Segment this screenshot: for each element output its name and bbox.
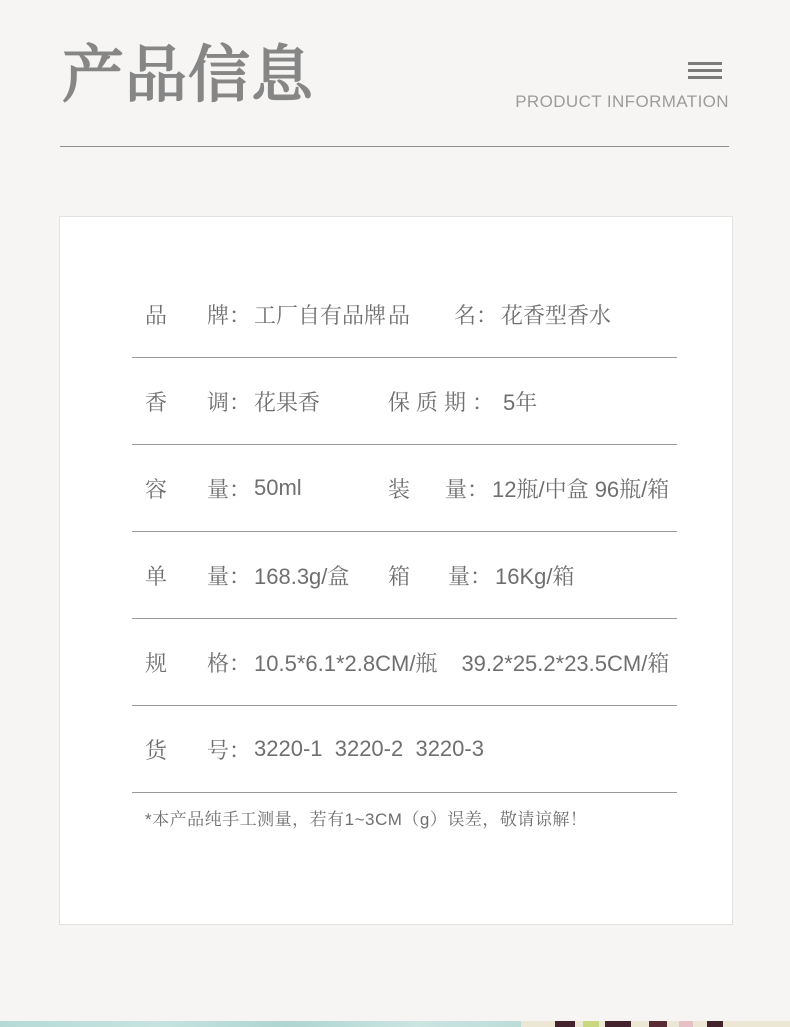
label-char: 容 xyxy=(145,476,168,502)
sliver-mark xyxy=(555,1021,575,1027)
spec-right-group xyxy=(388,358,537,444)
label-char: 量： xyxy=(444,476,489,502)
label-char: 货 xyxy=(145,737,168,763)
sliver-mark xyxy=(605,1021,631,1027)
spec-value-unit-weight: 168.3g/盒 xyxy=(254,563,350,589)
spec-row-scent xyxy=(132,358,677,445)
spec-label-carton-weight xyxy=(388,560,492,591)
spec-right-group xyxy=(388,271,611,357)
spec-table xyxy=(132,271,677,830)
spec-row-unit-weight xyxy=(132,532,677,619)
spec-value-carton-dimensions: 39.2*25.2*23.5CM/箱 xyxy=(461,650,670,676)
sliver-photo-band xyxy=(521,1021,790,1027)
label-char: 香 xyxy=(145,389,168,415)
label-char: 规 xyxy=(145,650,168,676)
product-info-card xyxy=(59,216,733,925)
sliver-mark xyxy=(649,1021,667,1027)
spec-label-item-number xyxy=(145,734,251,765)
spec-value-item-numbers: 3220-1 3220-2 3220-3 xyxy=(254,736,484,761)
sliver-mark xyxy=(679,1021,693,1027)
next-section-image-sliver xyxy=(0,1021,790,1027)
label-char: 单 xyxy=(145,563,168,589)
spec-value-scent: 花果香 xyxy=(254,389,321,415)
label-char: 品 xyxy=(145,302,168,328)
label-char: 量： xyxy=(206,476,251,502)
label-char: 号： xyxy=(206,737,251,763)
spec-row-dimensions xyxy=(132,619,677,706)
hamburger-icon xyxy=(688,62,722,79)
spec-right-group xyxy=(388,445,669,531)
page-subtitle: PRODUCT INFORMATION xyxy=(515,92,729,111)
spec-label-brand xyxy=(145,299,251,330)
label-char: 调： xyxy=(206,389,251,415)
label-char: 量： xyxy=(206,563,251,589)
spec-right-group xyxy=(388,532,575,618)
spec-row-item-number xyxy=(132,706,677,793)
sliver-mark xyxy=(707,1021,723,1027)
label-char: 牌： xyxy=(206,302,251,328)
label-char: 品 xyxy=(388,302,411,328)
spec-label-capacity xyxy=(145,473,251,504)
label-char: 装 xyxy=(388,476,411,502)
spec-value-bottle-dimensions: 10.5*6.1*2.8CM/瓶 xyxy=(254,650,438,676)
hamburger-bar xyxy=(688,69,722,72)
measurement-disclaimer: *本产品纯手工测量，若有1~3CM（g）误差，敬请谅解！ xyxy=(145,810,588,829)
spec-value-capacity: 50ml xyxy=(254,475,302,500)
sliver-teal-band xyxy=(0,1021,521,1027)
spec-value-carton-weight: 16Kg/箱 xyxy=(495,563,575,589)
hamburger-bar xyxy=(688,62,722,65)
spec-value-brand: 工厂自有品牌 xyxy=(254,302,387,328)
label-char: 格： xyxy=(206,650,251,676)
spec-label-product-name xyxy=(388,299,498,330)
spec-label-packing xyxy=(388,473,489,504)
page-title: 产品信息 xyxy=(62,41,315,110)
label-char: 名： xyxy=(453,302,498,328)
hamburger-bar xyxy=(688,76,722,79)
header-divider xyxy=(60,146,729,147)
spec-label-unit-weight xyxy=(145,560,251,591)
spec-value-shelf-life: 5年 xyxy=(503,389,538,415)
spec-label-scent xyxy=(145,386,251,417)
spec-value-packing: 12瓶/中盒 96瓶/箱 xyxy=(492,476,670,502)
spec-label-dimensions xyxy=(145,647,251,678)
sliver-mark xyxy=(583,1021,599,1027)
spec-value-product-name: 花香型香水 xyxy=(501,302,612,328)
spec-row-brand xyxy=(132,271,677,358)
spec-label-shelf-life: 保质期： xyxy=(388,389,501,415)
label-char: 箱 xyxy=(388,563,411,589)
label-char: 量： xyxy=(447,563,492,589)
spec-row-capacity xyxy=(132,445,677,532)
